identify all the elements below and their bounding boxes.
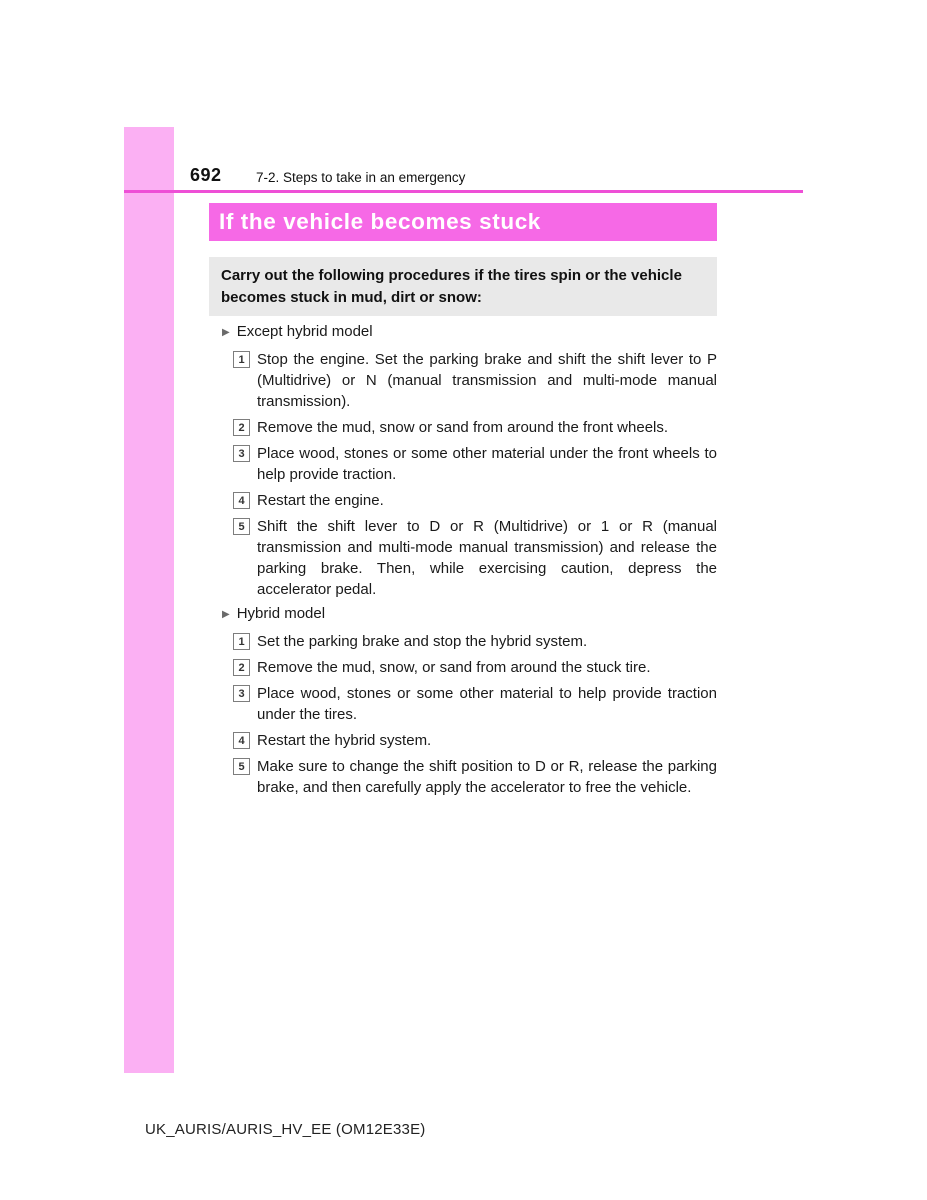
section-heading <box>209 605 717 622</box>
header-rule <box>124 190 803 193</box>
model-section <box>209 605 717 798</box>
procedure-step <box>209 657 717 678</box>
procedure-step <box>209 516 717 600</box>
step-text: Stop the engine. Set the parking brake and shift the shift lever to P (Multidrive) or N (manual transmission and multi-mode manual transmission). <box>257 351 717 410</box>
section-heading-label: Hybrid model <box>236 605 326 622</box>
chapter-title: 7-2. Steps to take in an emergency <box>256 170 466 185</box>
triangle-bullet-icon: ▶ <box>222 609 230 620</box>
footer-code: UK_AURIS/AURIS_HV_EE (OM12E33E) <box>145 1121 426 1138</box>
step-number-box: 3 <box>233 685 250 702</box>
step-number-box: 2 <box>233 659 250 676</box>
procedure-step <box>209 756 717 798</box>
procedure-step <box>209 417 717 438</box>
intro-box <box>209 257 717 316</box>
step-number-box: 1 <box>233 351 250 368</box>
step-number-box: 4 <box>233 732 250 749</box>
section-heading-label: Except hybrid model <box>236 323 373 340</box>
procedure-step <box>209 349 717 412</box>
step-number-box: 1 <box>233 633 250 650</box>
step-list <box>209 631 717 798</box>
triangle-bullet-icon: ▶ <box>222 327 230 338</box>
step-text: Restart the hybrid system. <box>257 732 432 749</box>
step-number-box: 3 <box>233 445 250 462</box>
step-text: Set the parking brake and stop the hybrid system. <box>257 633 588 650</box>
step-text: Make sure to change the shift position to D or R, release the parking brake, and then carefully apply the accelerator to free the vehicle. <box>257 758 717 796</box>
step-number-box: 4 <box>233 492 250 509</box>
step-text: Remove the mud, snow, or sand from around the stuck tire. <box>257 659 651 676</box>
step-text: Place wood, stones or some other material under the front wheels to help provide traction. <box>257 445 717 483</box>
procedure-step <box>209 490 717 511</box>
procedure-sections <box>209 323 717 803</box>
section-title-bar <box>209 203 717 241</box>
step-text: Restart the engine. <box>257 492 384 509</box>
step-text: Remove the mud, snow or sand from around the front wheels. <box>257 419 669 436</box>
step-number-box: 5 <box>233 758 250 775</box>
model-section <box>209 323 717 600</box>
step-list <box>209 349 717 600</box>
step-number-box: 5 <box>233 518 250 535</box>
page-title: If the vehicle becomes stuck <box>219 209 541 234</box>
step-text: Shift the shift lever to D or R (Multidrive) or 1 or R (manual transmission and multi-mode manual transmission) and release the parking brake. Then, while exercising caution, depress the accelerator pedal. <box>257 518 717 598</box>
procedure-step <box>209 631 717 652</box>
section-heading <box>209 323 717 340</box>
step-number-box: 2 <box>233 419 250 436</box>
step-text: Place wood, stones or some other material to help provide traction under the tires. <box>257 685 717 723</box>
procedure-step <box>209 443 717 485</box>
procedure-step <box>209 730 717 751</box>
intro-text: Carry out the following procedures if the tires spin or the vehicle becomes stuck in mud, dirt or snow: <box>221 267 682 306</box>
page-number: 692 <box>190 165 222 185</box>
procedure-step <box>209 683 717 725</box>
chapter-edge-tab <box>124 127 174 1073</box>
